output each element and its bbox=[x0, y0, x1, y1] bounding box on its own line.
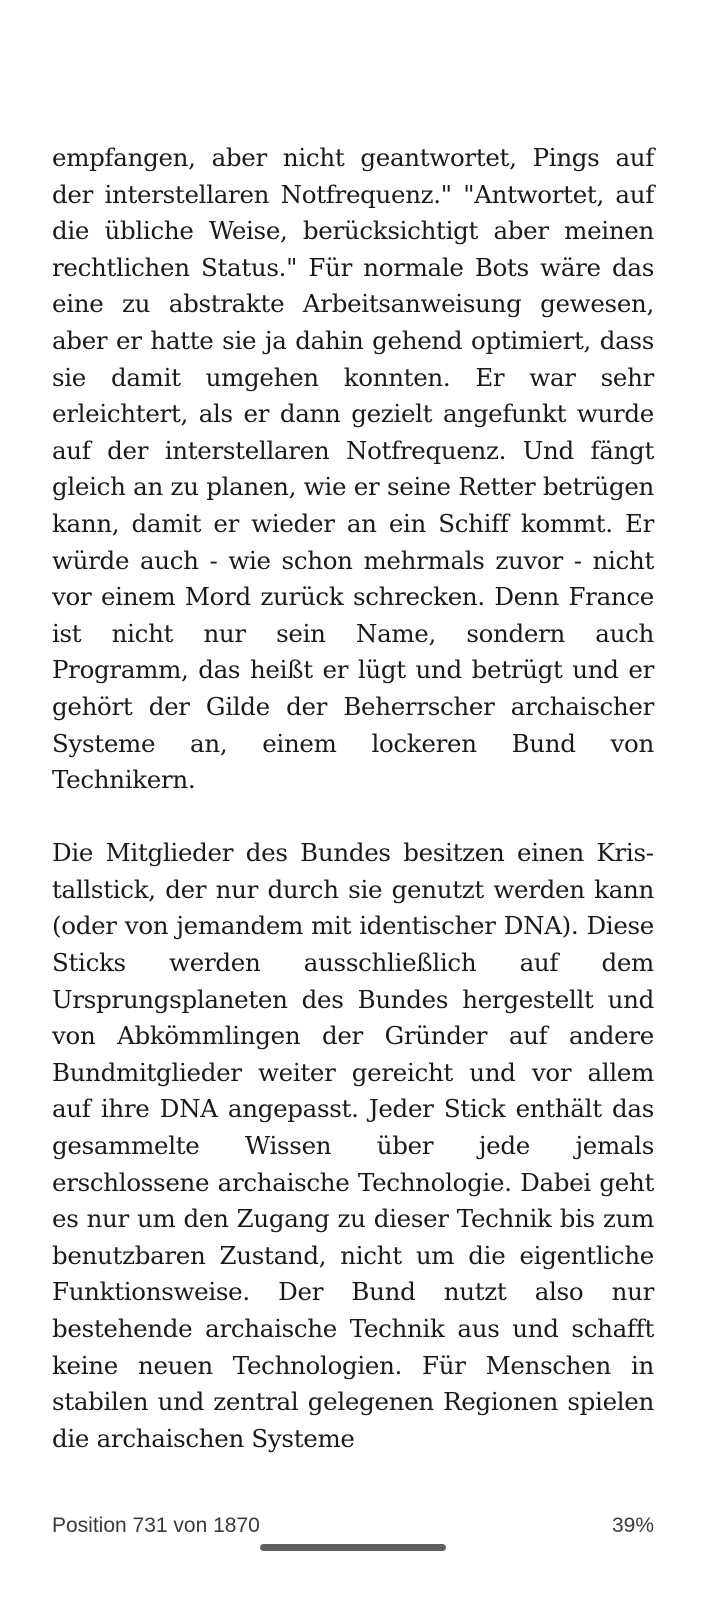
location-indicator[interactable]: Position 731 von 1870 bbox=[52, 1514, 260, 1537]
paragraph-1: empfangen, aber nicht geantwortet, Pings auf der interstellaren Notfrequenz." "Antwortet, auf die übliche Weise, berücksichtigt aber meinen rechtlichen Status." Für normale Bots wäre das eine zu abstrakte Arbeitsanweisung gewesen, aber er hatte sie ja dahin gehend optimiert, dass sie damit umgehen konnten. Er war sehr erleichtert, als er dann gezielt angefunkt wurde auf der interstellaren Notfrequenz. Und fängt gleich an zu planen, wie er seine Retter betrügen kann, damit er wieder an ein Schiff kommt. Er würde auch - wie schon mehrmals zuvor - nicht vor einem Mord zurück schrecken. Denn France ist nicht nur sein Name, sondern auch Programm, das heißt er lügt und betrügt und er gehört der Gilde der Beherrscher archaischer Systeme an, einem lockeren Bund von Technikern. bbox=[52, 143, 654, 795]
reading-progress-footer bbox=[52, 1514, 654, 1538]
paragraph-2: Die Mitglieder des Bundes besitzen einen Kristallstick, der nur durch sie genutzt werden kann (oder von jemandem mit identischer DNA). Diese Sticks werden ausschließlich auf dem Ursprungsplaneten des Bundes hergestellt und von Abkömmlingen der Gründer auf andere Bundmitglieder weiter gereicht und vor allem auf ihre DNA angepasst. Jeder Stick enthält das gesammelte Wissen über jede jemals erschlossene archaische Technologie. Dabei geht es nur um den Zugang zu dieser Technik bis zum benutzbaren Zustand, nicht um die eigentliche Funktionsweise. Der Bund nutzt also nur bestehende archaische Technik aus und schafft keine neuen Technologien. Für Menschen in stabilen und zentral gelegenen Regionen spielen die archaischen Systeme bbox=[52, 838, 654, 1453]
reading-pane[interactable] bbox=[52, 140, 654, 1457]
progress-percent: 39% bbox=[611, 1514, 654, 1537]
home-indicator-bar[interactable] bbox=[260, 1544, 446, 1551]
